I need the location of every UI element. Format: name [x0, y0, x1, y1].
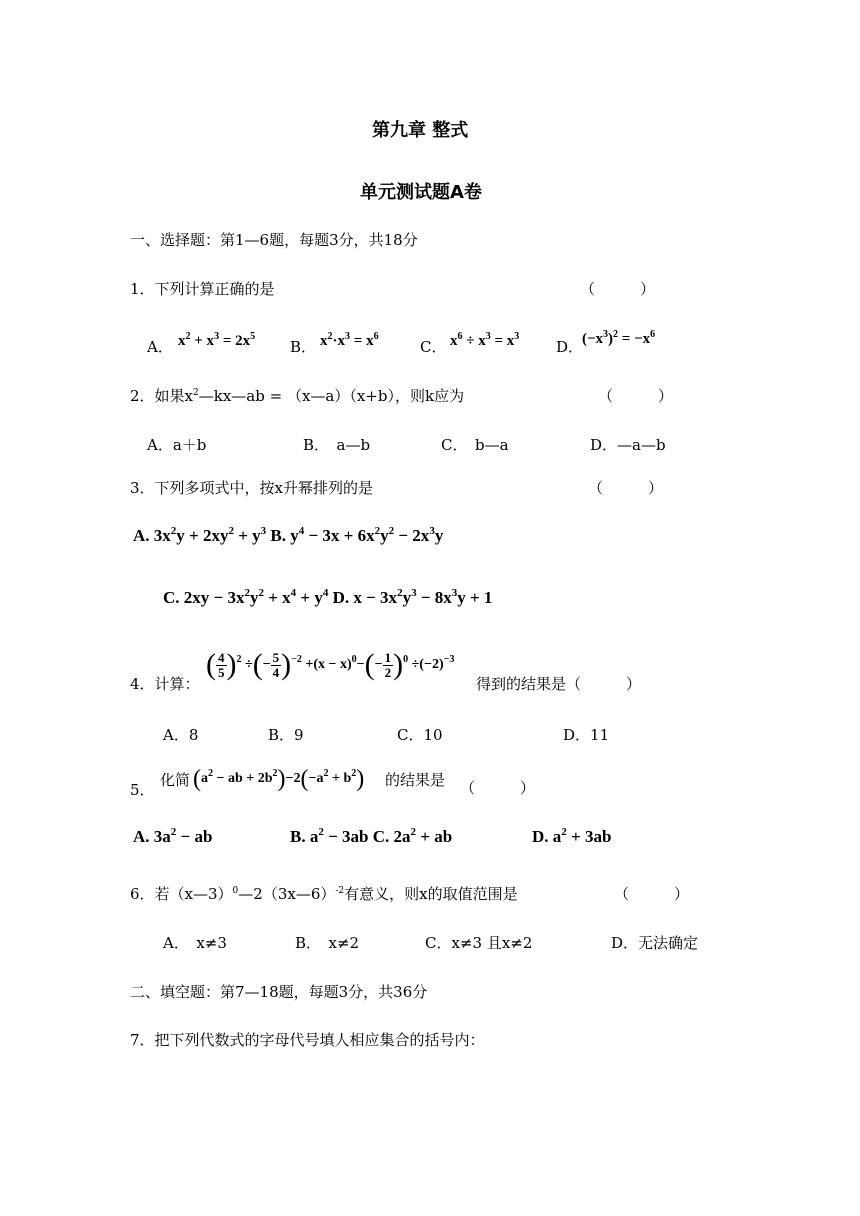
page-subtitle: 单元测试题A卷: [360, 182, 482, 203]
q2-option-a: A．a＋b: [147, 436, 207, 454]
q1-option-b-label: B．: [290, 338, 317, 356]
question-2-stem: 2．如果$x^2—kx—ab$ = （x—a）（x+b），则k应为: [130, 387, 465, 405]
q5-option-d: D. $a^2 + 3ab$: [532, 826, 612, 846]
q5-option-bc: B. $a^2 - 3ab$ C. $2a^2$ + ab: [290, 826, 453, 846]
q6-option-c: C．x≠3 且x≠2: [425, 934, 533, 952]
section-heading-choice: 一、选择题：第1—6题，每题3分，共18分: [130, 231, 418, 249]
q1-option-d-formula: $(-x^3)^2 = -x^6$: [582, 329, 656, 347]
question-1-blank: （ ）: [580, 280, 656, 298]
section-heading-fill: 二、填空题：第7—18题，每题3分，共36分: [130, 983, 428, 1001]
q1-option-c-formula: $x^6 \div x^3 = x^3$: [450, 331, 520, 349]
q1-option-b-formula: $x^2\cdot x^3 = x^6$: [320, 331, 379, 349]
q6-option-a: A． x≠3: [163, 934, 227, 952]
q3-options-ab: A. $3x^2y + 2xy^2 + y^3$ B. $y^4 - 3x + 6x^2y^2 - 2x^3y$: [133, 525, 444, 545]
question-3-stem: 3．下列多项式中，按x升幂排列的是: [130, 479, 374, 497]
q3-options-cd: C. $2xy - 3x^2y^2 + x^4 + y^4$ D. $x - 3x^2y^3 - 8x^3y + 1$: [163, 587, 493, 607]
question-4-label: 4．计算：: [130, 675, 200, 693]
q5-option-a: A. $3a^2$ − ab: [133, 826, 213, 846]
page-title: 第九章 整式: [372, 120, 469, 141]
question-3-blank: （ ）: [588, 479, 664, 497]
question-1-stem: 1．下列计算正确的是: [130, 280, 275, 298]
q4-option-d: D．11: [563, 726, 610, 744]
q1-option-d-label: D．: [556, 338, 584, 356]
q1-option-a-label: A．: [147, 338, 173, 356]
q1-option-c-label: C．: [420, 338, 447, 356]
question-4-tail: 得到的结果是（ ）: [476, 675, 642, 693]
question-5-suffix: 的结果是: [385, 771, 446, 789]
question-2-blank: （ ）: [598, 387, 674, 405]
q5-expression: ($a^2$ − ab + $2b^2)-2(-a^2 + b^2)$: [193, 766, 365, 792]
q6-option-b: B． x≠2: [295, 934, 360, 952]
q2-option-b: B． a—b: [303, 436, 371, 454]
question-5-number: 5．: [130, 781, 155, 799]
question-5-prefix: 化简: [160, 771, 191, 789]
question-6-blank: （ ）: [614, 885, 690, 903]
q2-option-c: C． b—a: [441, 436, 509, 454]
q4-option-c: C．10: [397, 726, 443, 744]
q4-option-a: A．8: [163, 726, 199, 744]
question-7-stem: 7．把下列代数式的字母代号填人相应集合的括号内：: [130, 1031, 485, 1049]
question-6-stem: 6．若（x—3）$^0$—2（3x—6）$^{-2}$有意义，则x的取值范围是: [130, 885, 518, 903]
q6-option-d: D．无法确定: [611, 934, 699, 952]
question-5-blank: （ ）: [460, 779, 536, 797]
q4-expression: ( $\frac{4}{5}$ )$^2$ ÷(− $\frac{5}{4}$ )$^{-2} +(x - x)^0-(-$ $\frac{1}{2}$ )$^0 \div(-2)^{-3}$: [206, 648, 455, 681]
q1-option-a-formula: $x^2 + x^3 = 2x^5$: [178, 331, 256, 349]
q4-option-b: B．9: [268, 726, 304, 744]
q2-option-d: D．—a—b: [590, 436, 666, 454]
